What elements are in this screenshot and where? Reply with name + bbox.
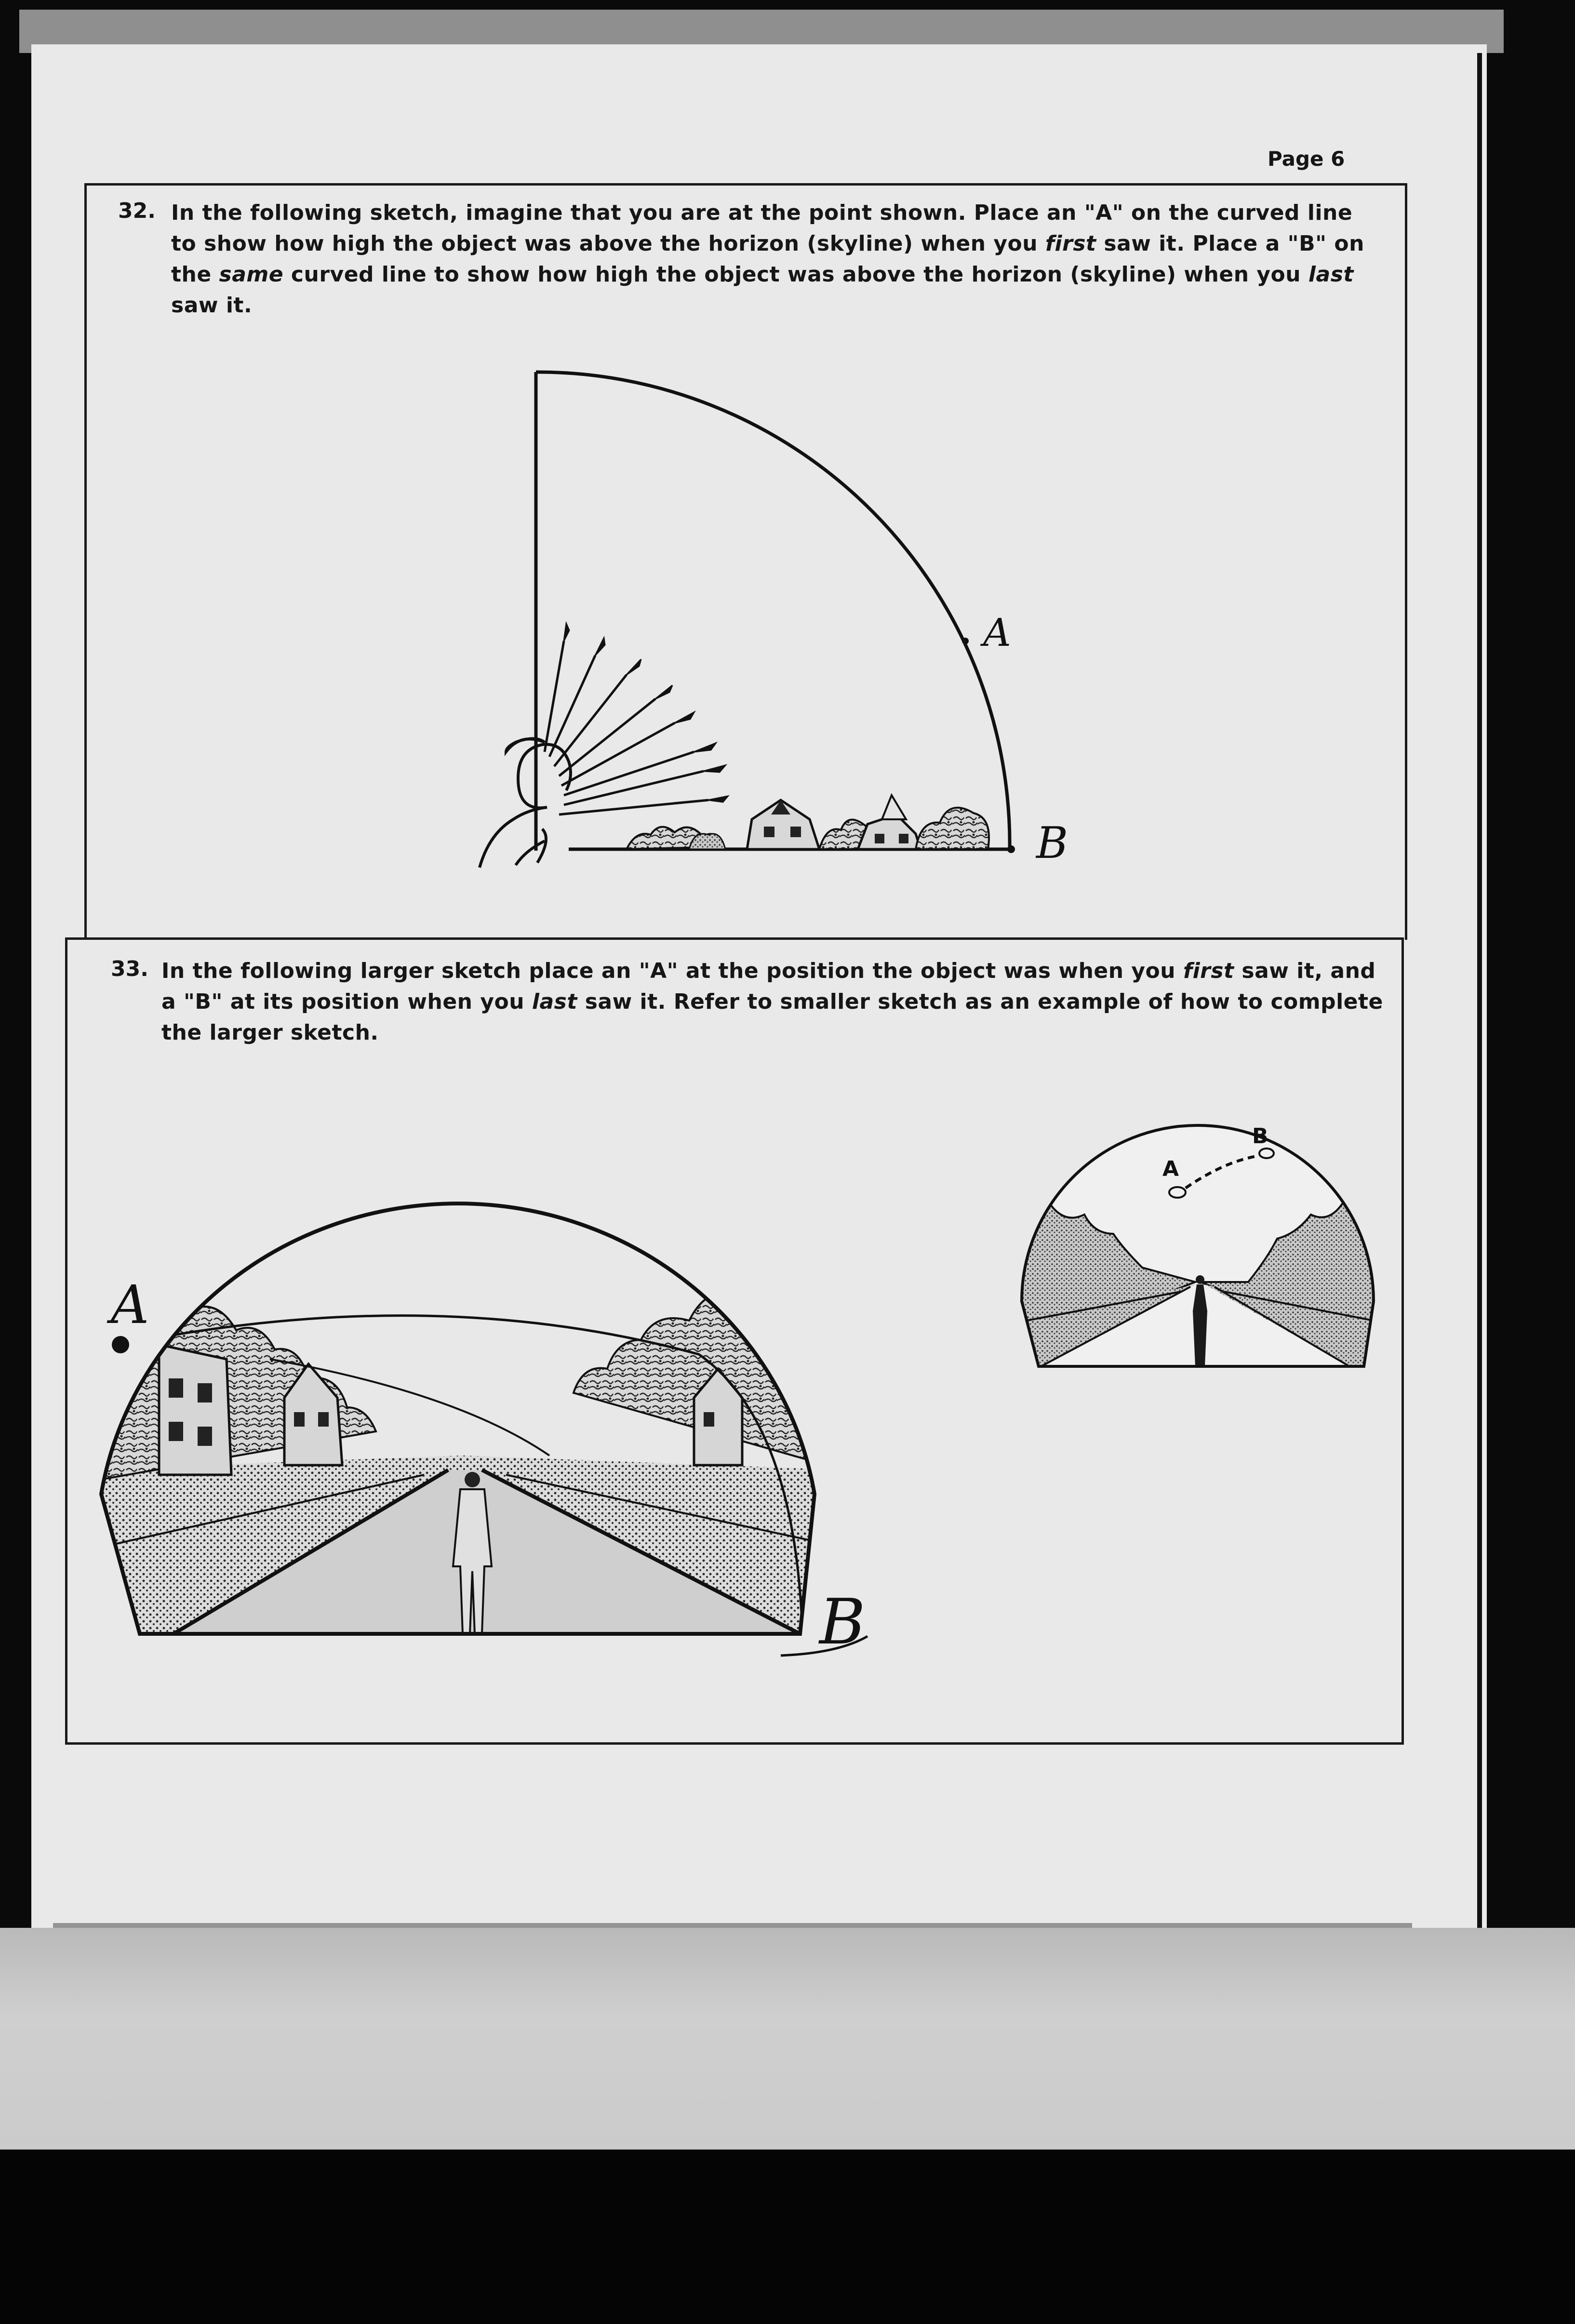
question-33-text: In the following larger sketch place an "A" at the position the object was when you first saw it, and a "B" at its position when you last saw it. Refer to smaller sketch as an example of how to complete the larger sketch. bbox=[161, 959, 1383, 1045]
question-32-number: 32. bbox=[118, 199, 156, 223]
mark-b-dot bbox=[1007, 845, 1015, 853]
large-mark-a-dot bbox=[112, 1336, 129, 1353]
example-label-a: A bbox=[1162, 1157, 1179, 1181]
q33-handwritten-b: B bbox=[819, 1585, 866, 1658]
q33-handwritten-a: A bbox=[111, 1274, 149, 1336]
quarter-circle-sketch bbox=[480, 372, 1068, 868]
page-number: Page 6 bbox=[1268, 147, 1345, 171]
example-dome-sketch bbox=[1012, 1109, 1388, 1378]
mark-a-dot bbox=[962, 638, 969, 644]
question-32-text: In the following sketch, imagine that you are at the point shown. Place an "A" on the curved line to show how high the object was above the horizon (skyline) when you first saw it. Place a "B" on the same curved line to show how high the object was above the horizon (skyline) when you last saw it. bbox=[171, 200, 1364, 318]
question-33-number: 33. bbox=[111, 957, 148, 981]
sky-arc bbox=[536, 372, 1010, 851]
q32-handwritten-a: A bbox=[983, 610, 1011, 655]
example-label-b: B bbox=[1252, 1124, 1268, 1149]
q32-handwritten-b: B bbox=[1036, 818, 1068, 868]
large-street-dome bbox=[72, 1109, 868, 1658]
